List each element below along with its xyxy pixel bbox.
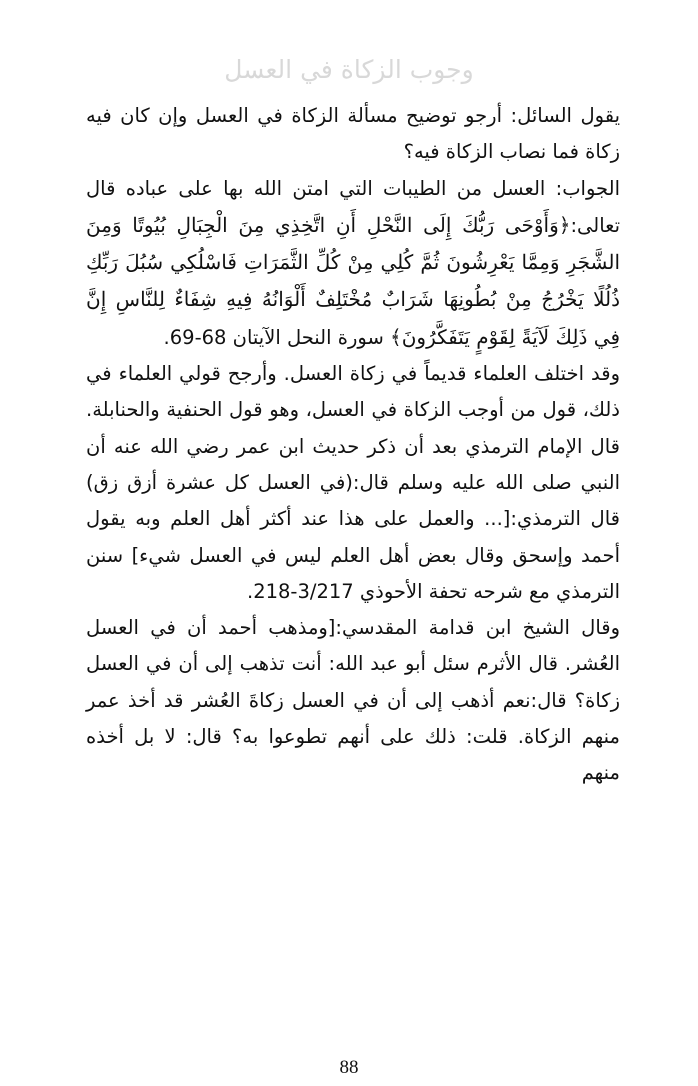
page-body	[86, 98, 620, 792]
scholars-paragraph: وقد اختلف العلماء قديماً في زكاة العسل. وأرجح قولي العلماء في ذلك، قول من أوجب الزكاة في العسل، وهو قول الحنفية والحنابلة. قال الإمام الترمذي بعد أن ذكر حديث ابن عمر رضي الله عنه أن النبي صلى الله عليه وسلم قال:(في العسل كل عشرة أزق زق) قال الترمذي:[... والعمل على هذا عند أكثر أهل العلم وبه يقول أحمد وإسحق وقال بعض أهل العلم ليس في العسل شيء] سنن الترمذي مع شرحه تحفة الأحوذي 3/217-218.	[86, 362, 620, 603]
answer-intro: الجواب: العسل من الطيبات التي امتن الله بها على عباده قال تعالى:	[86, 176, 620, 237]
ibn-qudama-paragraph: وقال الشيخ ابن قدامة المقدسي:[ومذهب أحمد أن في العسل العُشر. قال الأثرم سئل أبو عبد الله: أنت تذهب إلى أن في العسل زكاة؟ قال:نعم أذهب إلى أن في العسل زكاةَ العُشر قد أخذ عمر منهم الزكاة. قلت: ذلك على أنهم تطوعوا به؟ قال: لا بل أخذه منهم	[86, 616, 620, 785]
page-header-title: وجوب الزكاة في العسل	[224, 55, 474, 84]
quran-verse: ﴿وَأَوْحَى رَبُّكَ إِلَى النَّحْلِ أَنِ اتَّخِذِي مِنَ الْجِبَالِ بُيُوتًا وَمِنَ الشَّجَرِ وَمِمَّا يَعْرِشُونَ ثُمَّ كُلِي مِنْ كُلِّ الثَّمَرَاتِ فَاسْلُكِي سُبُلَ رَبِّكِ ذُلُلًا يَخْرُجُ مِنْ بُطُونِهَا شَرَابٌ مُخْتَلِفٌ أَلْوَانُهُ فِيهِ شِفَاءٌ لِلنَّاسِ إِنَّ فِي ذَلِكَ لَآيَةً لِقَوْمٍ يَتَفَكَّرُونَ﴾	[86, 212, 620, 349]
answer-paragraph	[86, 171, 620, 356]
page-number: 88	[339, 1057, 359, 1078]
verse-reference: سورة النحل الآيتان 68-69.	[163, 325, 390, 349]
question-paragraph: يقول السائل: أرجو توضيح مسألة الزكاة في العسل وإن كان فيه زكاة فما نصاب الزكاة فيه؟	[86, 104, 620, 164]
